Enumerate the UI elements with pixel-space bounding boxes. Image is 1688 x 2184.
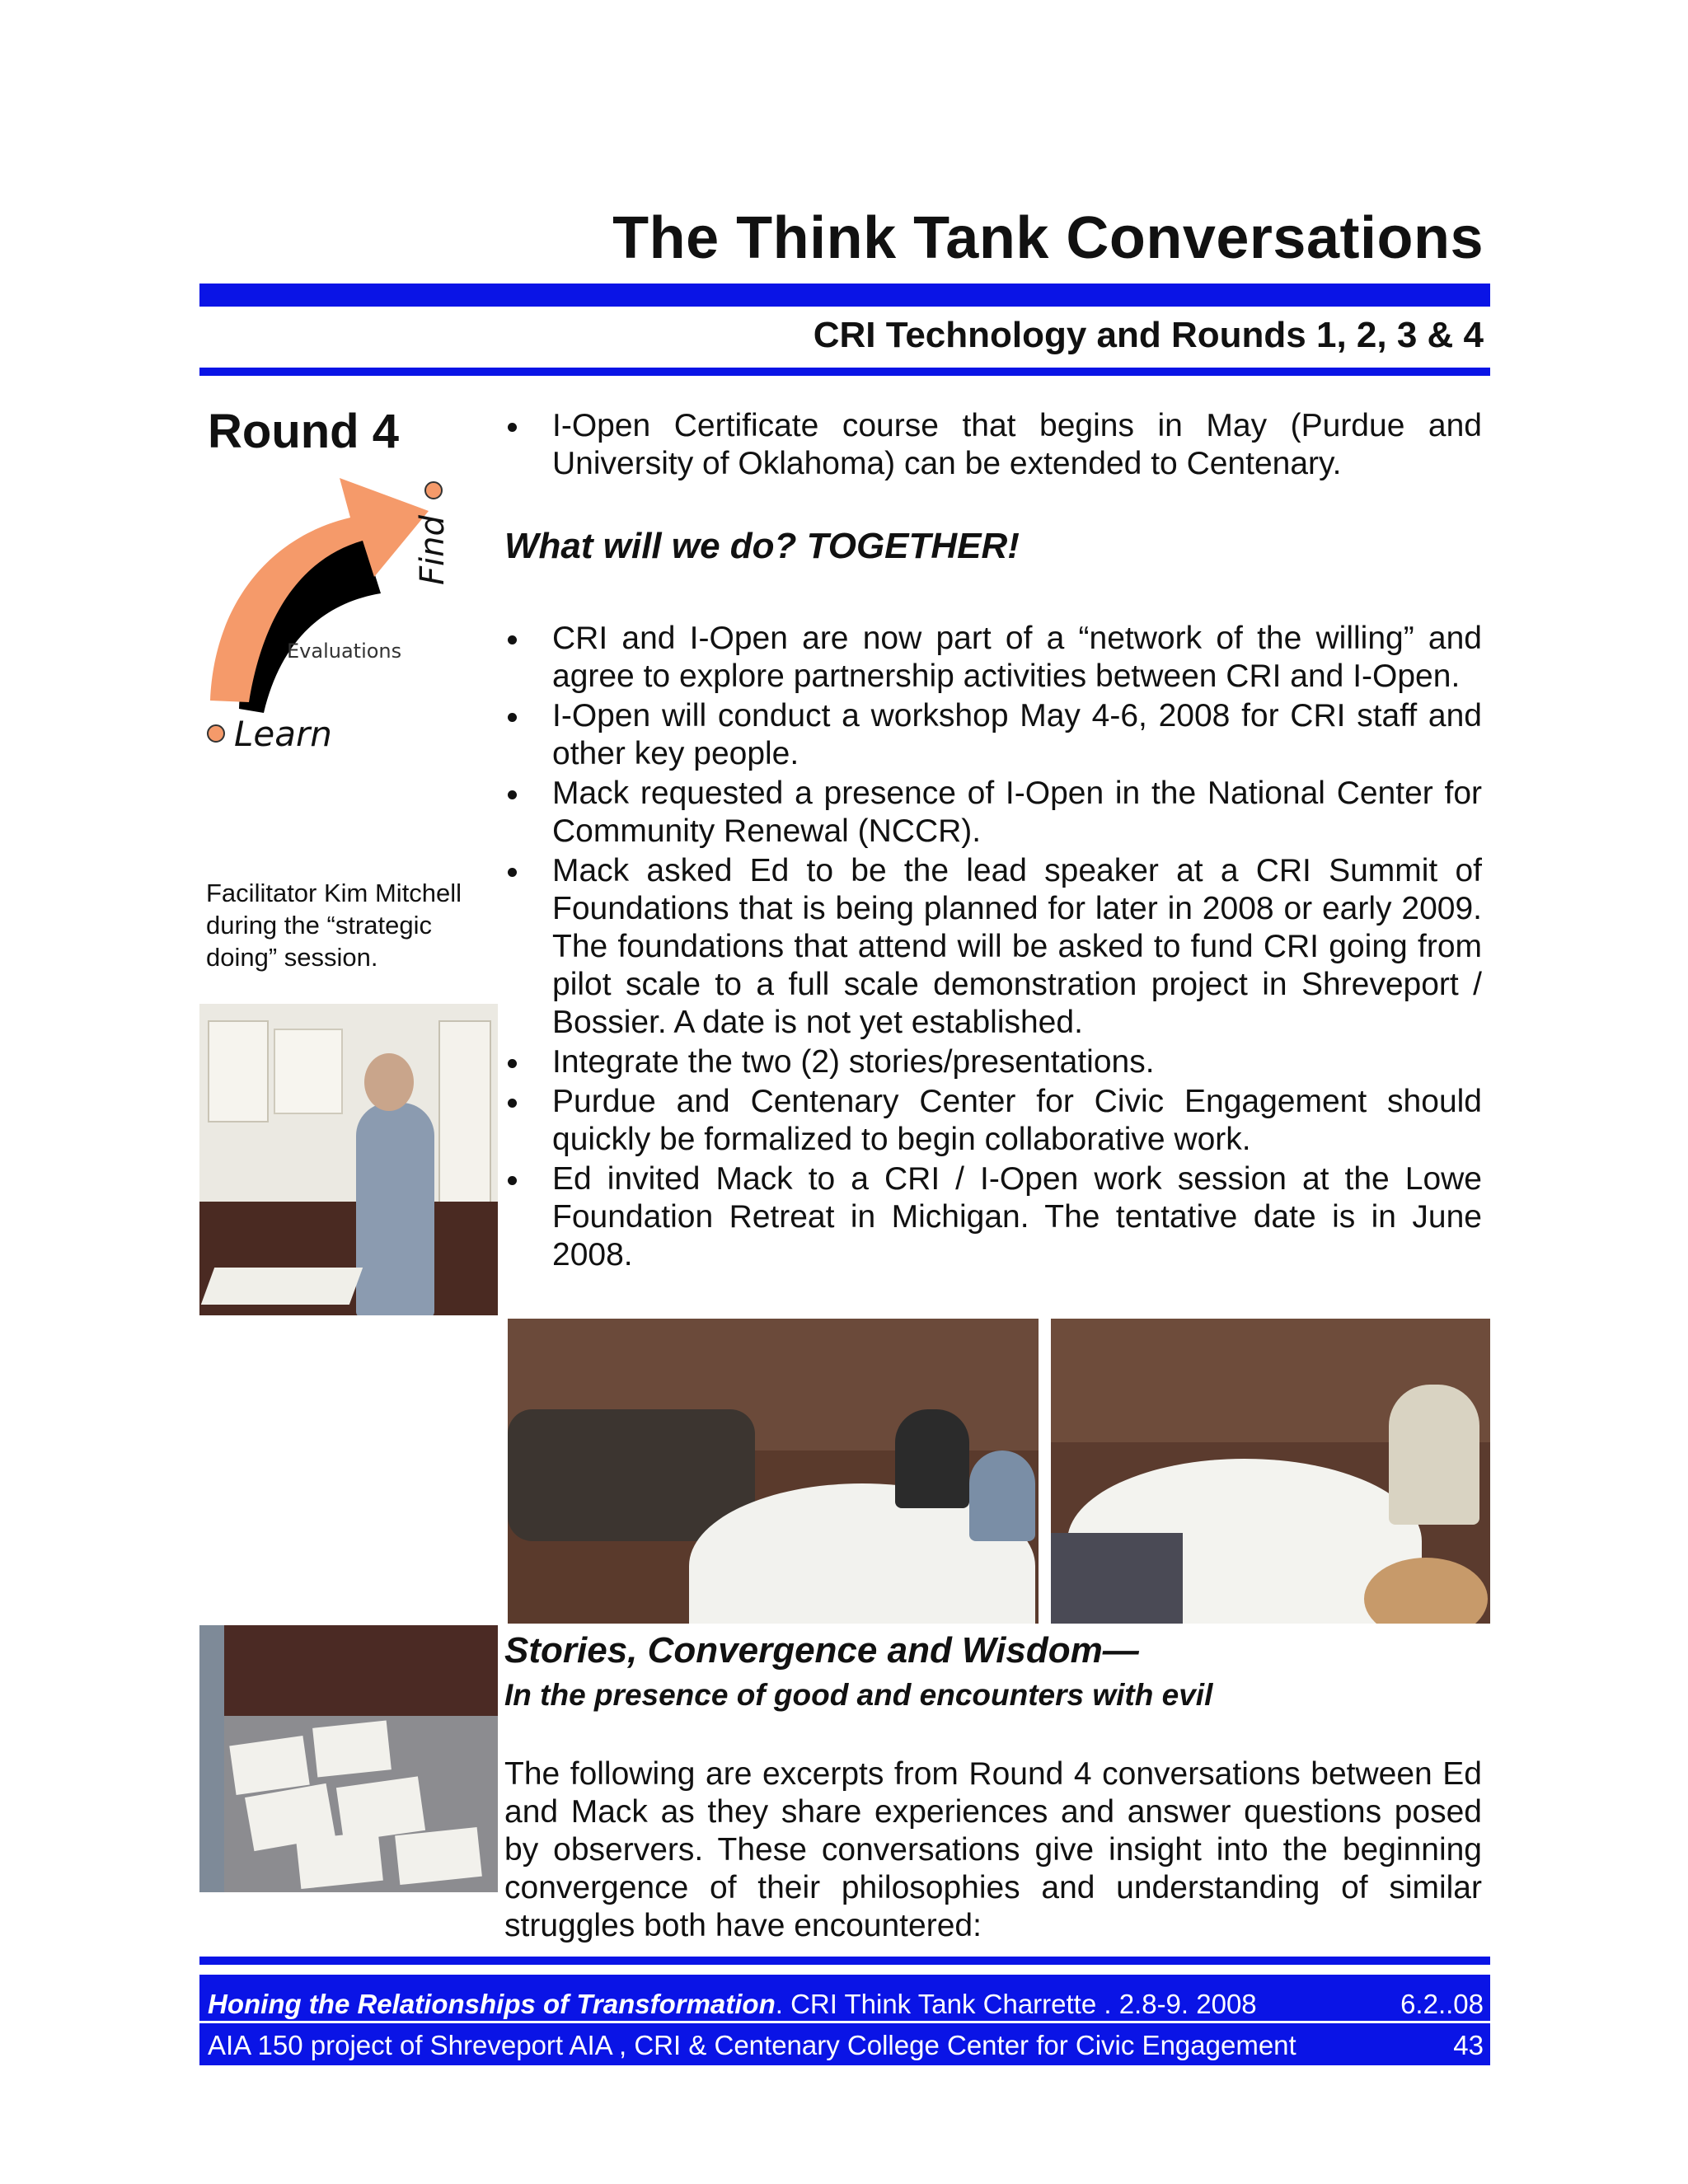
- poster-sheet: [274, 1029, 343, 1114]
- page-title: The Think Tank Conversations: [612, 205, 1484, 271]
- stories-heading: Stories, Convergence and Wisdom—: [504, 1630, 1139, 1671]
- footer-date: 6.2..08: [1400, 1989, 1484, 2019]
- photo-caption: Facilitator Kim Mitchell during the “strategic doing” session.: [206, 879, 462, 972]
- intro-bullet-list: [504, 407, 1482, 483]
- seated-person: [969, 1451, 1035, 1541]
- papers-photo: [199, 1625, 498, 1892]
- footer-row1-left: [208, 1986, 1257, 2022]
- papers-on-floor: [201, 1268, 363, 1305]
- paper-sheet: [395, 1827, 482, 1885]
- seated-person: [895, 1409, 969, 1508]
- title-rule: [199, 284, 1490, 307]
- find-label: Find: [414, 515, 452, 585]
- wall-panel: [199, 1625, 498, 1716]
- list-item: I-Open Certificate course that begins in May (Purdue and University of Oklahoma) can be extended to Centenary.: [504, 407, 1482, 483]
- round-label: Round 4: [208, 405, 399, 458]
- together-section: [504, 620, 1482, 1276]
- list-item: Mack asked Ed to be the lead speaker at a CRI Summit of Foundations that is being planned for later in 2008 or early 2009. The foundations that attend will be asked to fund CRI going from pilot scale to a full scale demonstration project in Shreveport / Bossier. A date is not yet established.: [504, 852, 1482, 1042]
- paper-sheet: [336, 1776, 425, 1841]
- footer-doc-title: Honing the Relationships of Transformation: [208, 1989, 776, 2019]
- paper-sheet: [296, 1831, 383, 1889]
- together-bullet-list: [504, 620, 1482, 1274]
- page-number: 43: [1453, 2030, 1484, 2060]
- evaluations-label: Evaluations: [287, 640, 402, 663]
- seated-person: [1389, 1385, 1479, 1525]
- find-dot-icon: [425, 482, 442, 499]
- list-item: Purdue and Centenary Center for Civic Engagement should quickly be formalized to begin collaborative work.: [504, 1083, 1482, 1159]
- meeting-photo-left: [508, 1319, 1039, 1624]
- foreground-person: [1051, 1533, 1183, 1624]
- together-heading: What will we do? TOGETHER!: [504, 526, 1020, 566]
- footer-project-line: AIA 150 project of Shreveport AIA , CRI & Centenary College Center for Civic Engagement: [208, 2030, 1296, 2060]
- list-item: I-Open will conduct a workshop May 4-6, 2008 for CRI staff and other key people.: [504, 697, 1482, 773]
- list-item: CRI and I-Open are now part of a “network of the willing” and agree to explore partnership activities between CRI and I-Open.: [504, 620, 1482, 696]
- list-item: Ed invited Mack to a CRI / I-Open work session at the Lowe Foundation Retreat in Michigan. The tentative date is in June 2008.: [504, 1160, 1482, 1274]
- page-subtitle: CRI Technology and Rounds 1, 2, 3 & 4: [813, 315, 1484, 355]
- paper-sheet: [229, 1736, 309, 1795]
- meeting-photo-right: [1051, 1319, 1490, 1624]
- stories-body: The following are excerpts from Round 4 conversations between Ed and Mack as they share experiences and answer questions posed by observers. These conversations give insight into the beginning convergence of their philosophies and understanding of similar struggles both have encountered:: [504, 1756, 1482, 1943]
- footer-doc-details: . CRI Think Tank Charrette . 2.8-9. 2008: [775, 1989, 1257, 2019]
- poster-sheet: [208, 1020, 269, 1122]
- person-edge: [199, 1625, 224, 1892]
- learn-dot-icon: [208, 725, 224, 742]
- find-evaluate-learn-diagram: [198, 462, 478, 758]
- list-item: Integrate the two (2) stories/presentations.: [504, 1043, 1482, 1081]
- stories-subheading: In the presence of good and encounters with evil: [504, 1678, 1213, 1712]
- paper-sheet: [312, 1720, 392, 1777]
- person-figure: [356, 1103, 434, 1315]
- list-item: Mack requested a presence of I-Open in the National Center for Community Renewal (NCCR).: [504, 775, 1482, 851]
- subtitle-rule: [199, 368, 1490, 376]
- learn-label: Learn: [234, 714, 332, 754]
- footer-top-rule: [199, 1957, 1490, 1965]
- facilitator-photo: [199, 1004, 498, 1315]
- person-head: [364, 1053, 414, 1111]
- intro-section: [504, 407, 1482, 485]
